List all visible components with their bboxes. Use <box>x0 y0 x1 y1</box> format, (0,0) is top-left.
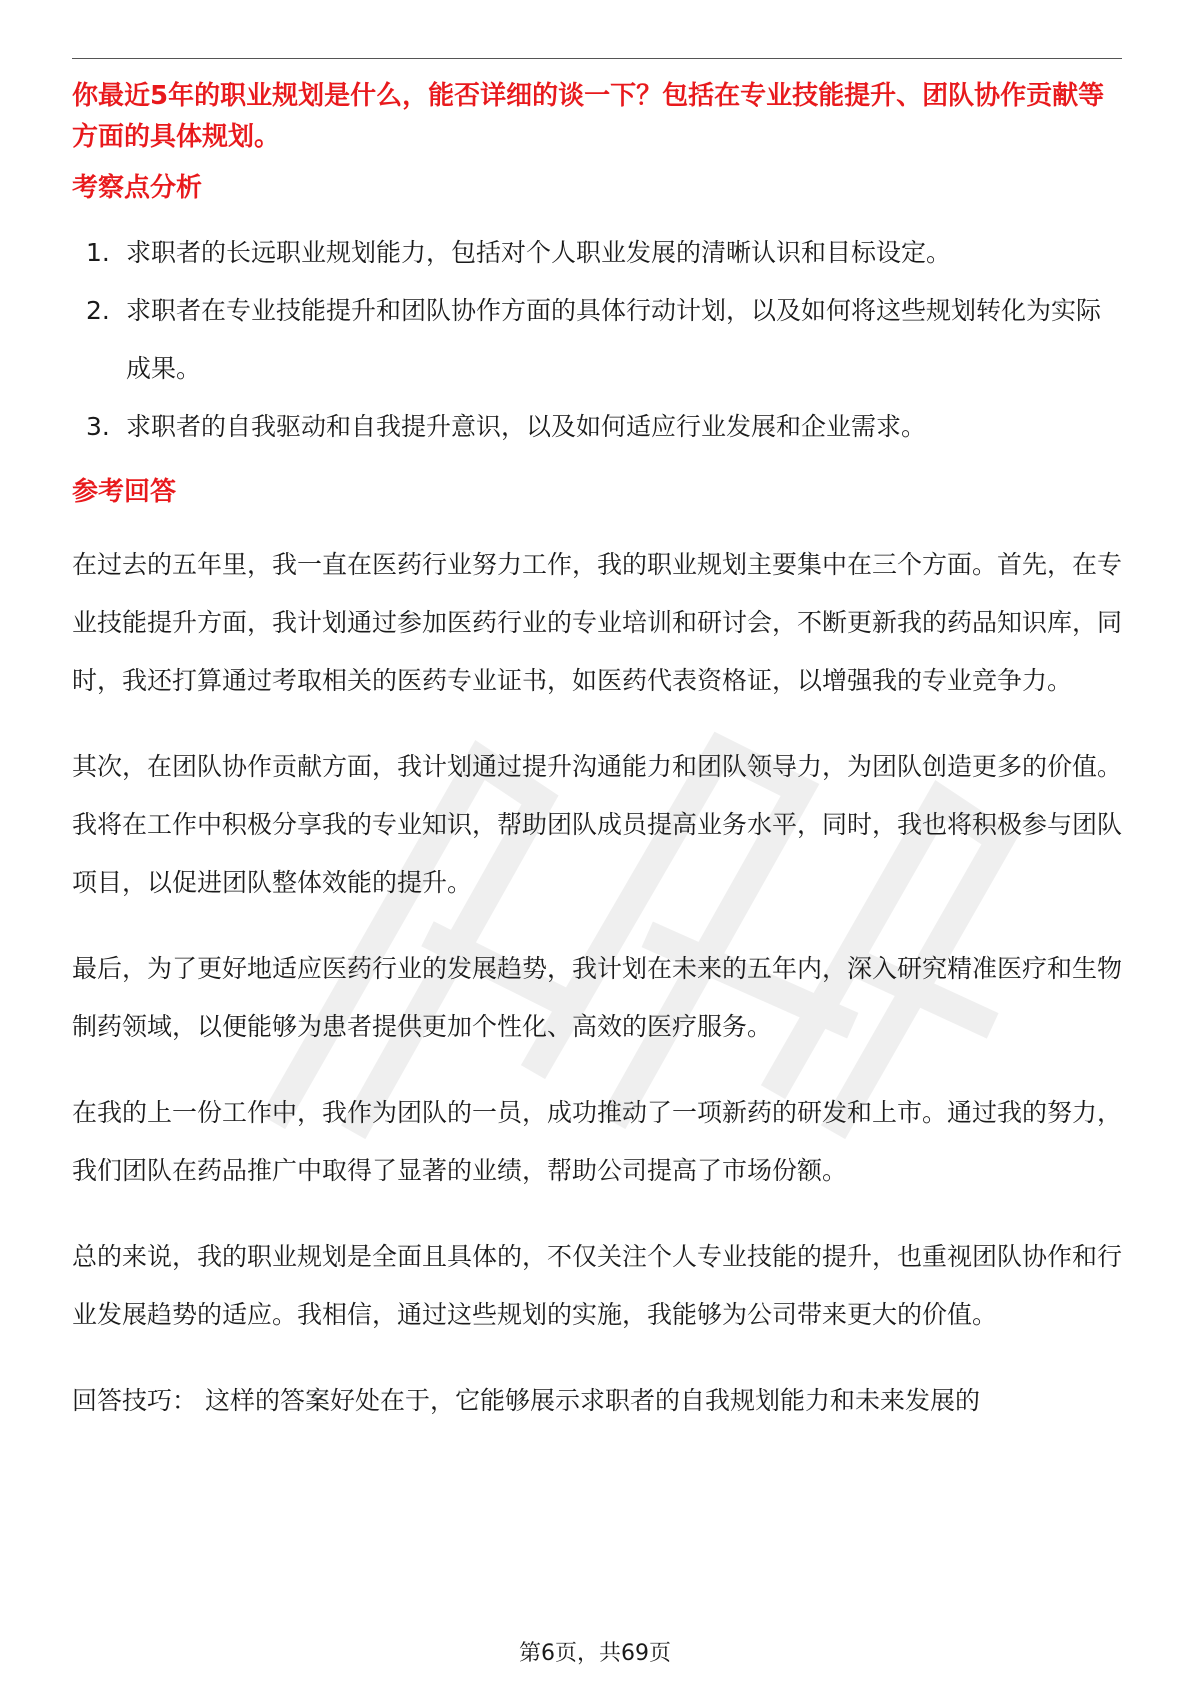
list-item-text: 求职者的长远职业规划能力，包括对个人职业发展的清晰认识和目标设定。 <box>126 238 952 267</box>
list-item <box>72 398 1122 456</box>
list-item-number: 1. <box>86 238 110 267</box>
answer-paragraph: 在过去的五年里，我一直在医药行业努力工作，我的职业规划主要集中在三个方面。首先，在专业技能提升方面，我计划通过参加医药行业的专业培训和研讨会，不断更新我的药品知识库，同时，我还打算通过考取相关的医药专业证书，如医药代表资格证，以增强我的专业竞争力。 <box>72 550 1123 695</box>
main-content <box>72 76 1122 1430</box>
answer-paragraph: 在我的上一份工作中，我作为团队的一员，成功推动了一项新药的研发和上市。通过我的努力，我们团队在药品推广中取得了显著的业绩，帮助公司提高了市场份额。 <box>72 1098 1123 1185</box>
page-number: 第6页，共69页 <box>519 1641 671 1666</box>
analysis-heading: 考察点分析 <box>72 173 203 203</box>
analysis-points <box>72 224 1122 456</box>
answer-paragraph: 其次，在团队协作贡献方面，我计划通过提升沟通能力和团队领导力，为团队创造更多的价值。我将在工作中积极分享我的专业知识，帮助团队成员提高业务水平，同时，我也将积极参与团队项目，以促进团队整体效能的提升。 <box>72 752 1123 897</box>
answer-paragraph: 最后，为了更好地适应医药行业的发展趋势，我计划在未来的五年内，深入研究精准医疗和生物制药领域，以便能够为患者提供更加个性化、高效的医疗服务。 <box>72 954 1123 1041</box>
list-item-number: 3. <box>86 412 110 441</box>
answer-heading: 参考回答 <box>72 477 177 507</box>
answer-paragraph: 总的来说，我的职业规划是全面且具体的，不仅关注个人专业技能的提升，也重视团队协作和行业发展趋势的适应。我相信，通过这些规划的实施，我能够为公司带来更大的价值。 <box>72 1242 1123 1329</box>
top-divider <box>72 58 1122 59</box>
answer-tip: 回答技巧： 这样的答案好处在于，它能够展示求职者的自我规划能力和未来发展的 <box>72 1386 980 1415</box>
list-item <box>72 282 1122 398</box>
list-item-text: 求职者在专业技能提升和团队协作方面的具体行动计划，以及如何将这些规划转化为实际成果。 <box>126 296 1102 383</box>
list-item <box>72 224 1122 282</box>
list-item-text: 求职者的自我驱动和自我提升意识，以及如何适应行业发展和企业需求。 <box>126 412 927 441</box>
question-text: 你最近5年的职业规划是什么，能否详细的谈一下？包括在专业技能提升、团队协作贡献等方面的具体规划。 <box>72 81 1105 152</box>
list-item-number: 2. <box>86 296 110 325</box>
